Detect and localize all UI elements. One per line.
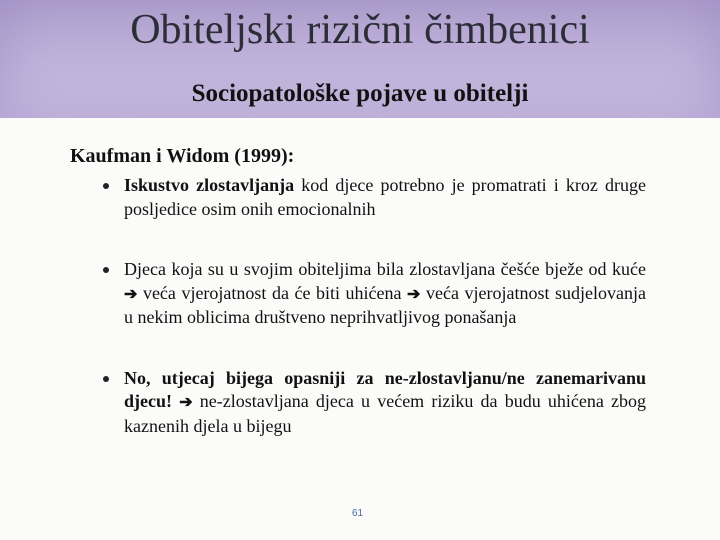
citation-heading: Kaufman i Widom (1999): bbox=[70, 145, 295, 167]
bullet-2-text-b: veća vjerojatnost da će biti uhićena bbox=[137, 282, 408, 303]
bullet-3-text: ne-zlostavljana djeca u većem riziku da budu uhićena zbog kaznenih djela u bijegu bbox=[124, 391, 647, 436]
bullet-item-3 bbox=[100, 367, 646, 439]
bullet-2-text-c: veća vjerojatnost sudjelovanja u nekim oblicima društveno neprihvatljivog ponašanja bbox=[124, 282, 646, 327]
bullet-1-emphasis: Iskustvo zlostavljanja bbox=[124, 175, 295, 195]
page-number: 61 bbox=[352, 508, 364, 519]
bullet-2-text-a: Djeca koja su u svojim obiteljima bila zlostavljana češće bježe od kuće bbox=[124, 259, 646, 279]
bullet-3-emphasis: No, utjecaj bijega opasniji za ne-zlostavljanu/ne zanemarivanu djecu! bbox=[124, 367, 646, 411]
bullet-1-text: kod djece potrebno je promatrati i kroz druge posljedice osim onih emocionalnih bbox=[124, 175, 646, 219]
slide-subtitle: Sociopatološke pojave u obitelji bbox=[191, 80, 529, 107]
right-arrow-icon: ➔ bbox=[124, 285, 138, 303]
right-arrow-icon: ➔ bbox=[179, 394, 193, 411]
bullet-item-2 bbox=[100, 258, 646, 330]
slide-title: Obiteljski rizični čimbenici bbox=[130, 7, 590, 53]
bullet-item-1 bbox=[100, 174, 646, 221]
right-arrow-icon: ➔ bbox=[407, 285, 421, 303]
bullet-list bbox=[100, 174, 646, 438]
